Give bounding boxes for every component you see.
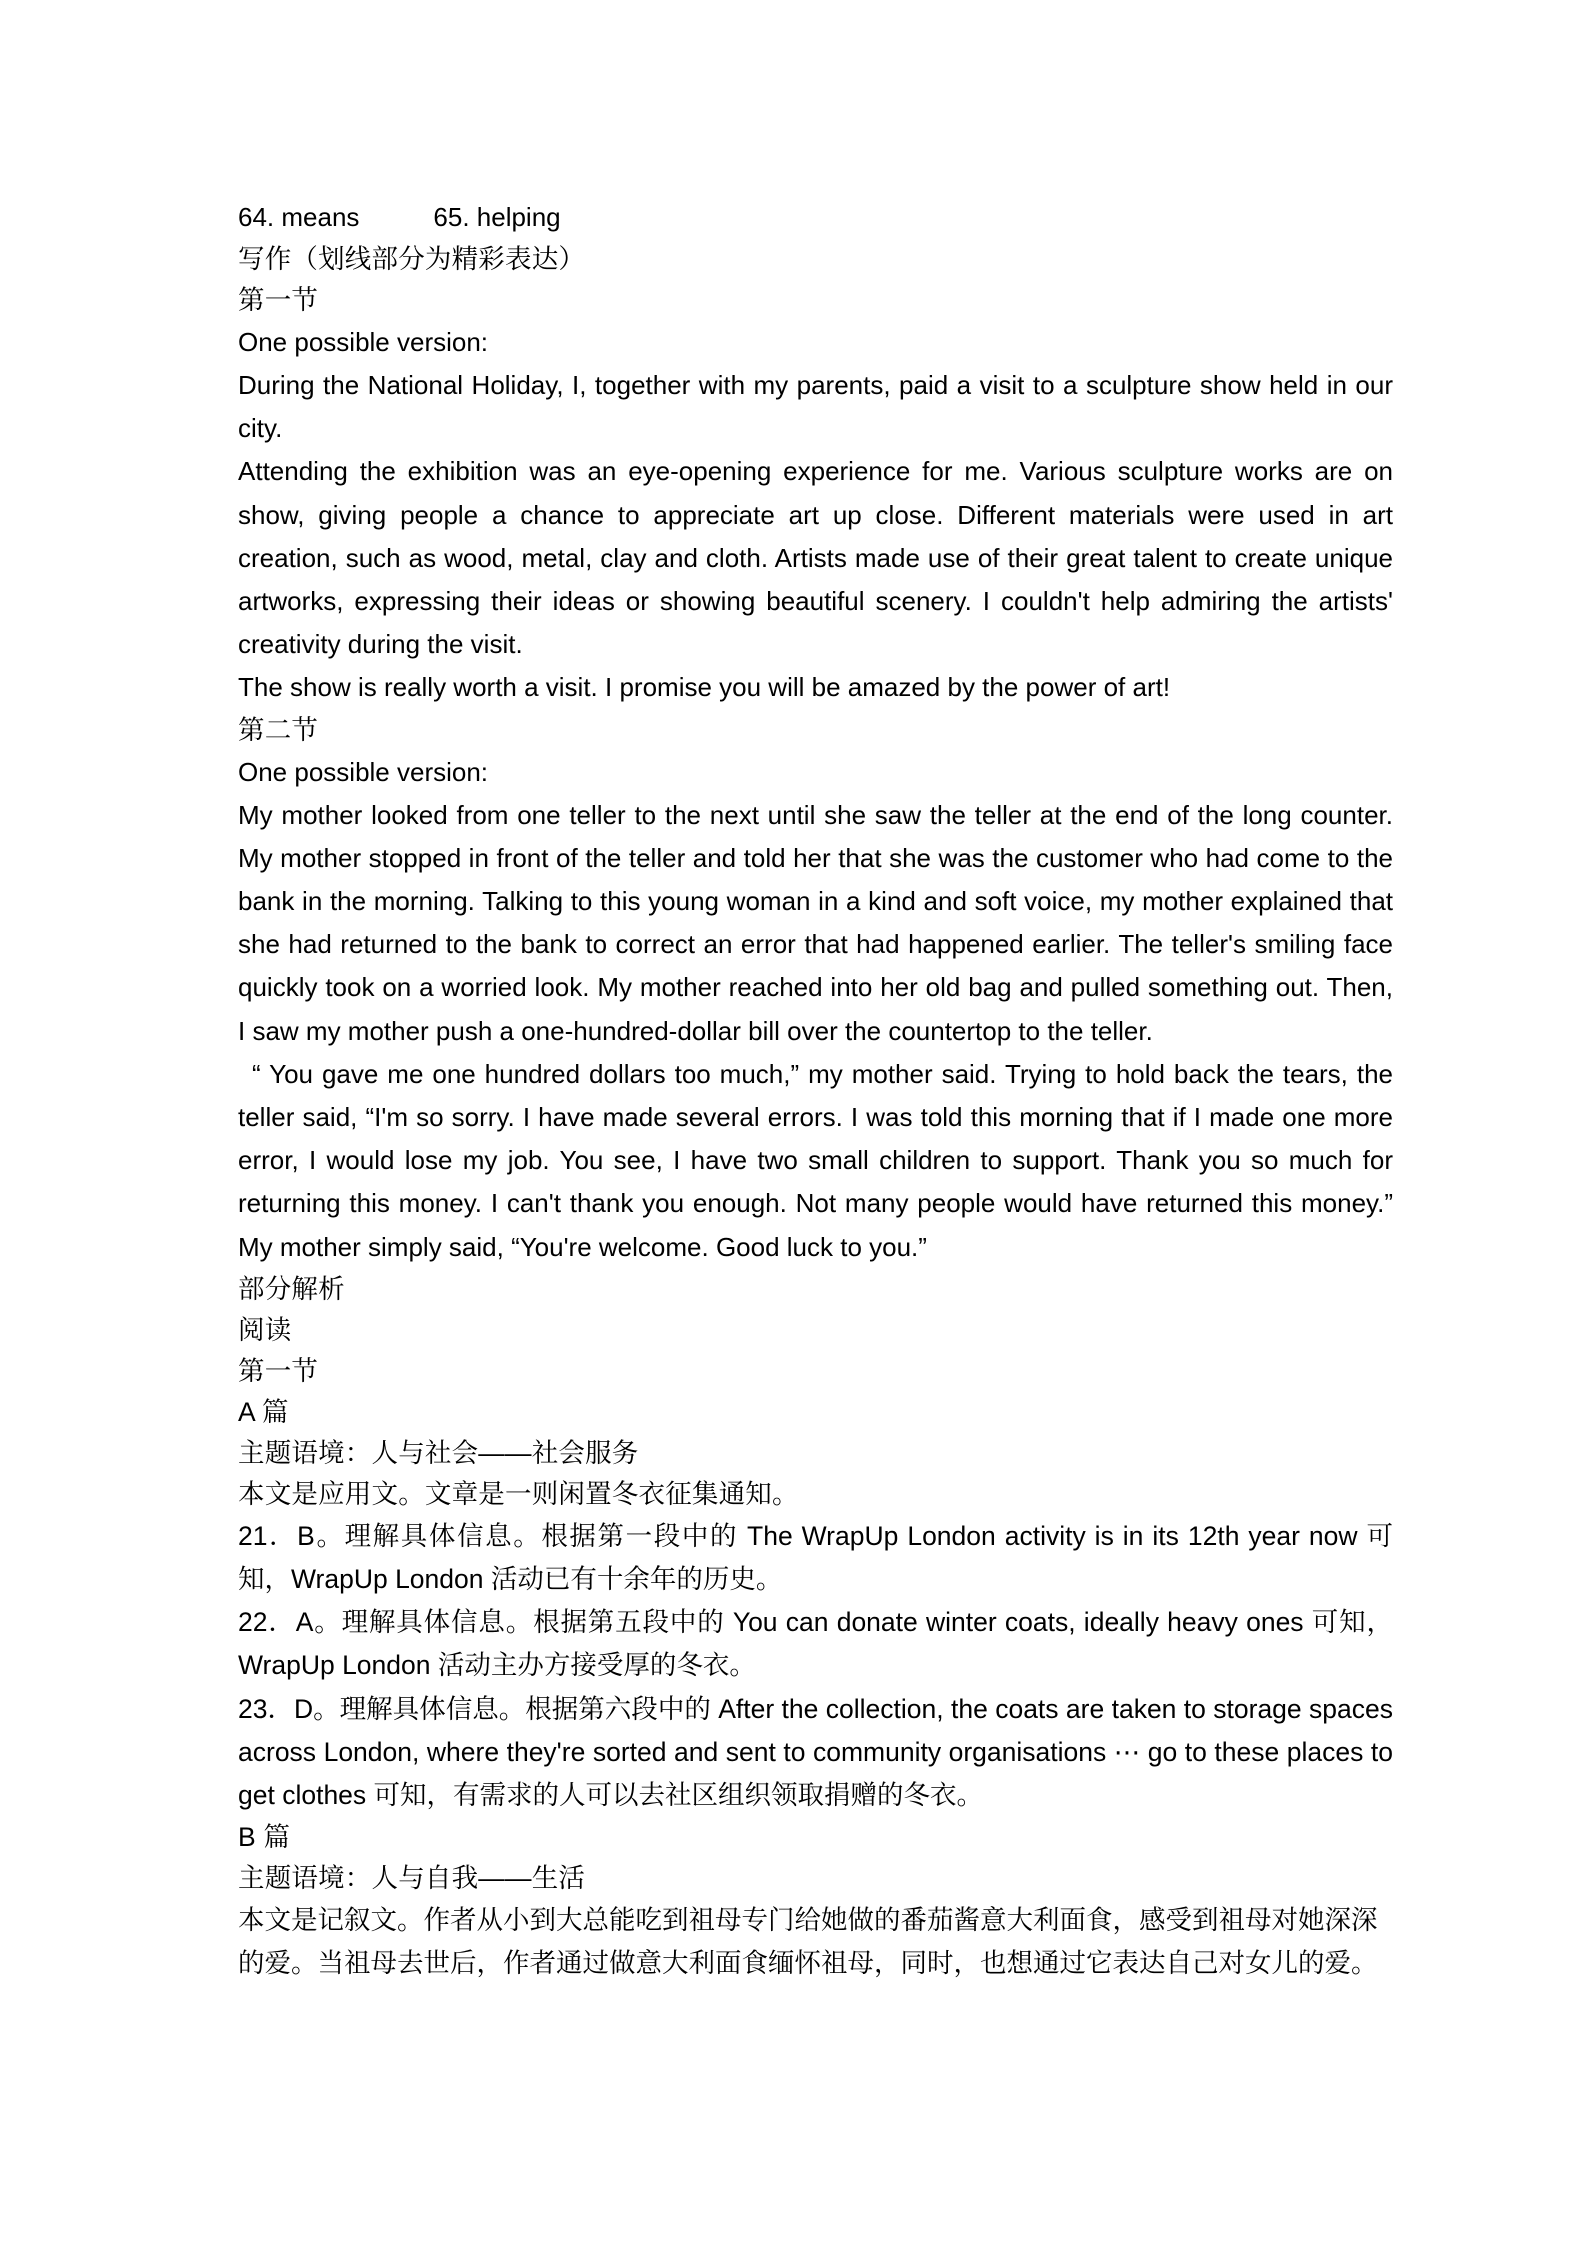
answer-item-64: 64. means	[238, 202, 360, 232]
question-23: 23．D。理解具体信息。根据第六段中的 After the collection, the coats are taken to storage spaces across London, where they're sorted and sent to community organisations ⋯ go to these places to get clothes 可知，有需求的人可以去社区组织领取捐赠的冬衣。	[238, 1693, 1393, 1811]
answer-item-65: 65. helping	[433, 202, 561, 232]
section-two-paragraph-2: “ You gave me one hundred dollars too much,” my mother said. Trying to hold back the tears, the teller said, “I'm so sorry. I have made several errors. I was told this morning that if I made one more error, I would lose my job. You see, I have two small children to support. Thank you so much for returning this money. I can't thank you enough. Not many people would have returned this money.” My mother simply said, “You're welcome. Good luck to you.”	[238, 1058, 1393, 1262]
passage-a-topic: 主题语境：人与社会——社会服务	[238, 1437, 639, 1468]
section-one-paragraph-2: Attending the exhibition was an eye-opening experience for me. Various sculpture works are on show, giving people a chance to appreciate art up close. Different materials were used in art creation, such as wood, metal, clay and cloth. Artists made use of their great talent to create unique artworks, expressing their ideas or showing beautiful scenery. I couldn't help admiring the artists' creativity during the visit.	[238, 456, 1393, 660]
question-22: 22．A。理解具体信息。根据第五段中的 You can donate winter coats, ideally heavy ones 可知，WrapUp London 活动主办方接受厚的冬衣。	[238, 1607, 1393, 1681]
passage-b-label: B 篇	[238, 1822, 291, 1853]
passage-a-summary: 本文是应用文。文章是一则闲置冬衣征集通知。	[238, 1478, 799, 1509]
question-21: 21．B。理解具体信息。根据第一段中的 The WrapUp London activity is in its 12th year now 可知，WrapUp London 活动已有十余年的历史。	[238, 1520, 1393, 1595]
passage-b-topic: 主题语境：人与自我——生活	[238, 1863, 586, 1894]
section-two-label: 第二节	[238, 714, 319, 745]
section-two-version-label: One possible version:	[238, 756, 489, 787]
analysis-heading: 部分解析	[238, 1273, 345, 1304]
section-one-version-label: One possible version:	[238, 327, 489, 357]
document-content	[238, 196, 1393, 1986]
answers-row	[238, 196, 1393, 239]
reading-heading: 阅读	[238, 1314, 292, 1345]
passage-b-summary: 本文是记叙文。作者从小到大总能吃到祖母专门给她做的番茄酱意大利面食，感受到祖母对她深深的爱。当祖母去世后，作者通过做意大利面食缅怀祖母，同时，也想通过它表达自己对女儿的爱。	[238, 1905, 1378, 1979]
section-one-paragraph-1: During the National Holiday, I, together with my parents, paid a visit to a sculpture show held in our city.	[238, 370, 1393, 444]
section-one-paragraph-3: The show is really worth a visit. I promise you will be amazed by the power of art!	[238, 672, 1171, 703]
reading-section-one-label: 第一节	[238, 1355, 319, 1386]
section-two-paragraph-1: My mother looked from one teller to the next until she saw the teller at the end of the long counter. My mother stopped in front of the teller and told her that she was the customer who had come to the bank in the morning. Talking to this young woman in a kind and soft voice, my mother explained that she had returned to the bank to correct an error that had happened earlier. The teller's smiling face quickly took on a worried look. My mother reached into her old bag and pulled something out. Then, I saw my mother push a one-hundred-dollar bill over the countertop to the teller.	[238, 799, 1393, 1046]
section-one-label: 第一节	[238, 285, 319, 315]
passage-a-label: A 篇	[238, 1396, 289, 1427]
writing-heading: 写作（划线部分为精彩表达）	[238, 244, 586, 274]
